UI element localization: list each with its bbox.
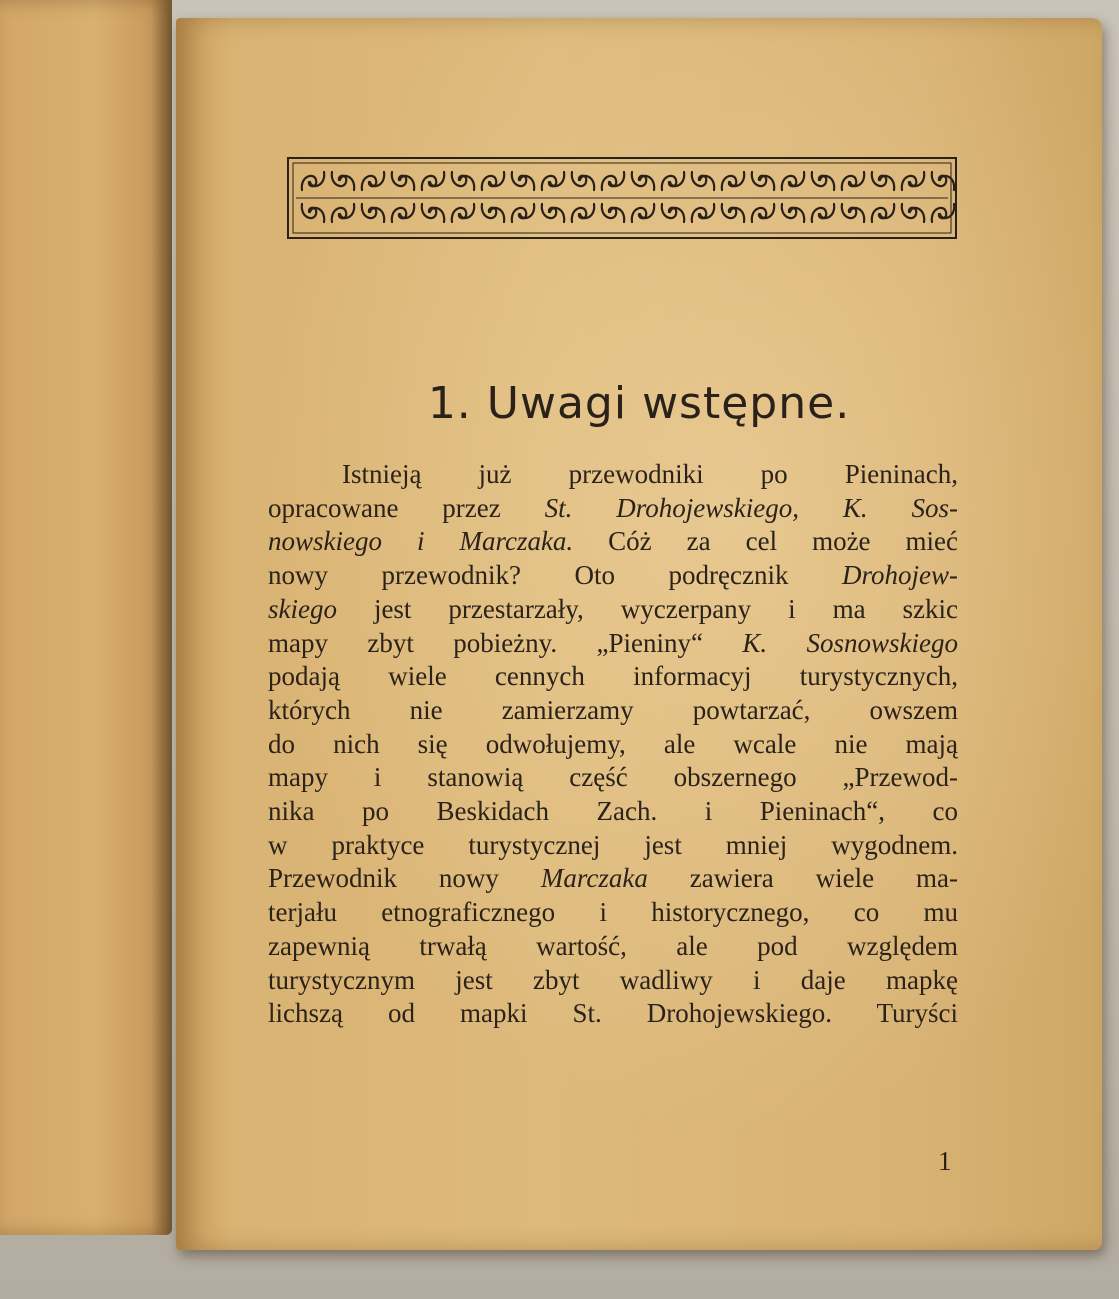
text-line: podają wiele cennych informacyj turystycznych,: [268, 661, 958, 692]
text-line: turystycznym jest zbyt wadliwy i daje mapkę: [268, 964, 958, 995]
text-line: do nich się odwołujemy, ale wcale nie mają: [268, 728, 958, 759]
left-page: [0, 0, 172, 1235]
text-line: Przewodnik nowy Marczaka zawiera wiele ma-: [268, 863, 958, 894]
text-line: Istnieją już przewodniki po Pieninach,: [342, 459, 958, 489]
text-line: lichszą od mapki St. Drohojewskiego. Turyści: [268, 998, 958, 1029]
text-line: zapewnią trwałą wartość, ale pod względem: [268, 930, 958, 961]
chapter-heading: 1. Uwagi wstępne.: [427, 378, 851, 429]
ornamental-border-icon: [286, 156, 958, 240]
page-number: 1: [938, 1146, 952, 1176]
text-line: opracowane przez St. Drohojewskiego, K. Sos-: [268, 492, 958, 523]
text-line: w praktyce turystycznej jest mniej wygodnem.: [268, 829, 958, 860]
text-line: nowskiego i Marczaka. Cóż za cel może mieć: [268, 526, 958, 557]
body-text: [268, 458, 958, 1031]
right-page: [176, 18, 1102, 1250]
text-line: mapy zbyt pobieżny. „Pieniny“ K. Sosnowskiego: [268, 627, 958, 658]
text-line: nowy przewodnik? Oto podręcznik Drohojew-: [268, 560, 958, 591]
text-line: nika po Beskidach Zach. i Pieninach“, co: [268, 796, 958, 827]
text-line: skiego jest przestarzały, wyczerpany i ma szkic: [268, 593, 958, 624]
text-line: mapy i stanowią część obszernego „Przewod-: [268, 762, 958, 793]
text-line: terjału etnograficznego i historycznego, co mu: [268, 897, 958, 928]
text-line: których nie zamierzamy powtarzać, owszem: [268, 694, 958, 725]
